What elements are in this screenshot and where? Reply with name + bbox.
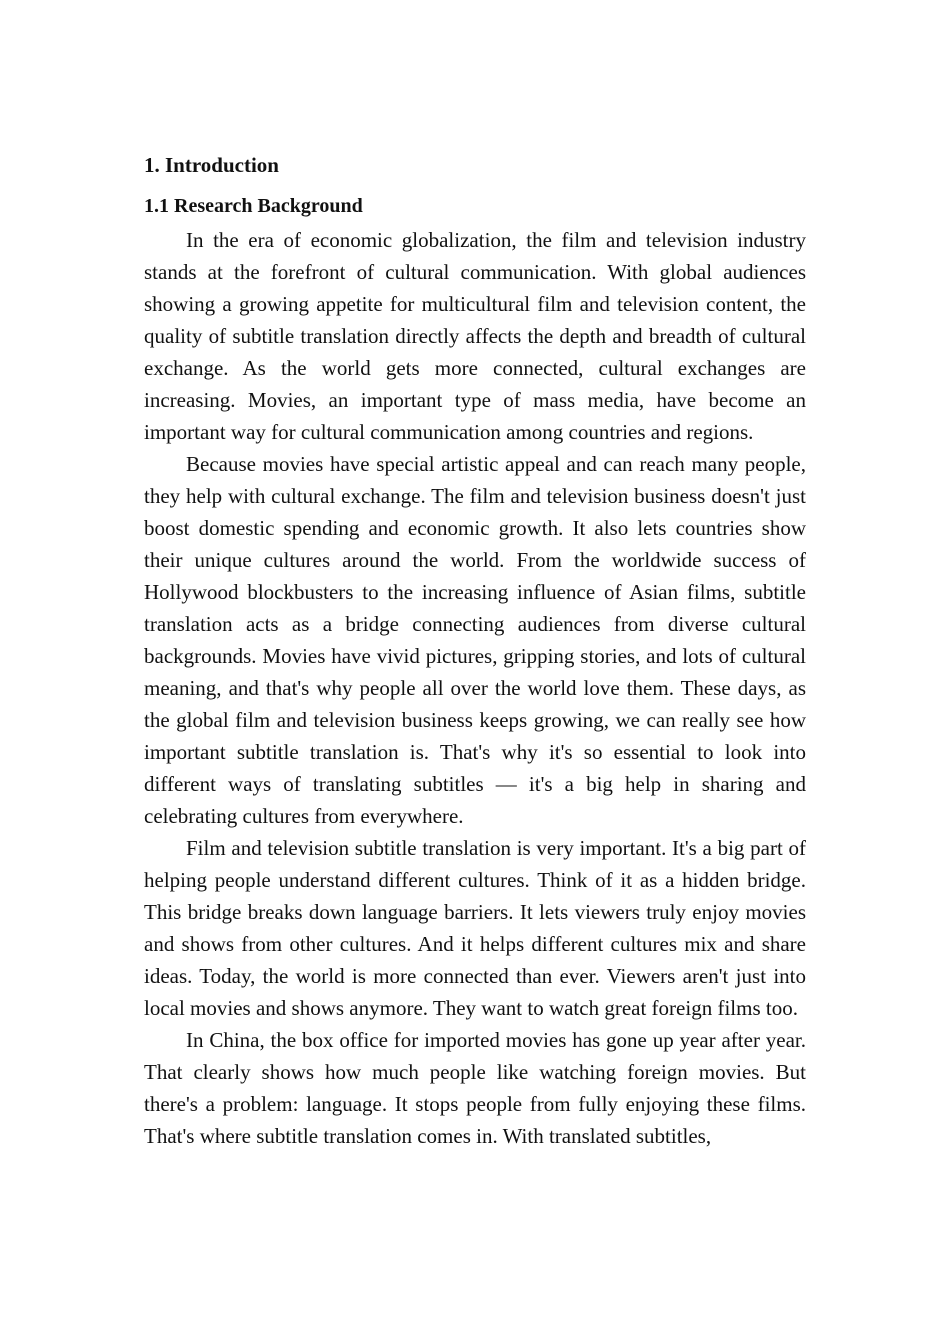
body-paragraph: In China, the box office for imported movies has gone up year after year. That clearly shows how much people like watching foreign movies. But there's a problem: language. It stops people from fully enjoying these films. That's where subtitle translation comes in. With translated subtitles,: [144, 1028, 806, 1148]
section-heading: 1. Introduction: [144, 153, 279, 177]
document-page: [144, 150, 806, 1152]
subsection-heading: 1.1 Research Background: [144, 195, 363, 217]
body-paragraph: Film and television subtitle translation is very important. It's a big part of helping people understand different cultures. Think of it as a hidden bridge. This bridge breaks down language barriers. It lets viewers truly enjoy movies and shows from other cultures. And it helps different cultures mix and share ideas. Today, the world is more connected than ever. Viewers aren't just into local movies and shows anymore. They want to watch great foreign films too.: [144, 836, 806, 1020]
body-paragraph: Because movies have special artistic appeal and can reach many people, they help with cultural exchange. The film and television business doesn't just boost domestic spending and economic growth. It also lets countries show their unique cultures around the world. From the worldwide success of Hollywood blockbusters to the increasing influence of Asian films, subtitle translation acts as a bridge connecting audiences from diverse cultural backgrounds. Movies have vivid pictures, gripping stories, and lots of cultural meaning, and that's why people all over the world love them. These days, as the global film and television business keeps growing, we can really see how important subtitle translation is. That's why it's so essential to look into different ways of translating subtitles — it's a big help in sharing and celebrating cultures from everywhere.: [144, 452, 806, 828]
body-paragraph: In the era of economic globalization, the film and television industry stands at the forefront of cultural communication. With global audiences showing a growing appetite for multicultural film and television content, the quality of subtitle translation directly affects the depth and breadth of cultural exchange. As the world gets more connected, cultural exchanges are increasing. Movies, an important type of mass media, have become an important way for cultural communication among countries and regions.: [144, 228, 806, 444]
